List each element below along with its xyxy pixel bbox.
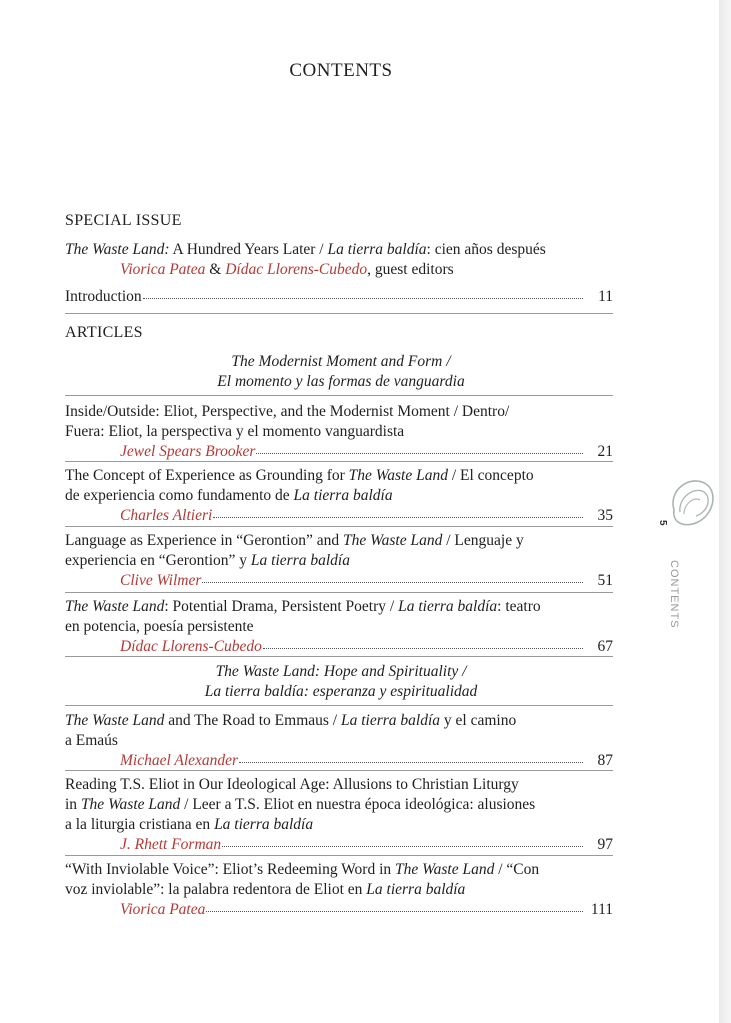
title-italic: La tierra baldía [366, 881, 466, 898]
dot-leader [202, 582, 583, 583]
author-line [120, 571, 613, 591]
title-text: y el camino [440, 712, 517, 729]
article-title-line [65, 795, 613, 815]
editor-1: Viorica Patea [120, 261, 206, 278]
side-page-number: 5 [657, 520, 668, 526]
articles-heading: ARTICLES [65, 324, 143, 341]
divider [65, 770, 613, 771]
special-issue-title-en: The Waste Land: [65, 241, 170, 258]
section-title-modernist [0, 352, 682, 392]
title-italic: La tierra baldía [214, 816, 314, 833]
title-italic: La tierra baldía [398, 598, 498, 615]
introduction-label: Introduction [65, 288, 142, 305]
article-title-line [65, 711, 613, 731]
page-number: 21 [597, 443, 613, 460]
title-italic: La tierra baldía [340, 712, 441, 729]
page-number: 111 [590, 901, 613, 918]
page-number: 11 [598, 288, 613, 305]
guest-editors [120, 260, 613, 280]
page-number: 51 [597, 572, 613, 589]
title-text: : teatro [497, 598, 541, 615]
title-text: in [65, 796, 81, 813]
article-title-line [65, 466, 613, 486]
side-section-label: CONTENTS [668, 560, 680, 629]
title-text: and The Road to Emmaus / [164, 712, 341, 729]
special-issue-title-en-rest: A Hundred Years Later / [169, 241, 328, 258]
title-text: / El concepto [447, 467, 534, 484]
author-line [120, 835, 613, 855]
title-text: “With Inviolable Voice”: Eliot’s Redeeming Word in [65, 861, 396, 878]
article-title-line: Inside/Outside: Eliot, Perspective, and the Modernist Moment / Dentro/ [65, 403, 510, 420]
section-title-line: La tierra baldía: esperanza y espiritualidad [204, 683, 478, 700]
article-entry [65, 466, 613, 526]
article-title-line: Reading T.S. Eliot in Our Ideological Age: Allusions to Christian Liturgy [65, 776, 519, 793]
title-text: de experiencia como fundamento de [65, 487, 294, 504]
article-author: Viorica Patea [120, 901, 206, 918]
title-text: voz inviolable”: la palabra redentora de Eliot en [65, 881, 367, 898]
dot-leader [143, 298, 583, 299]
page-title: CONTENTS [289, 60, 393, 81]
article-entry [65, 531, 613, 591]
article-author: Jewel Spears Brooker [120, 443, 256, 460]
title-italic: The Waste Land [343, 532, 443, 549]
title-italic: The Waste Land [80, 796, 181, 813]
article-title-line: a Emaús [65, 732, 118, 749]
section-title-hope [0, 662, 682, 702]
dot-leader [206, 911, 583, 912]
article-entry [65, 402, 613, 462]
title-text: : Potential Drama, Persistent Poetry / [164, 598, 399, 615]
article-entry [65, 775, 613, 855]
article-author: Dídac Llorens-Cubedo [120, 638, 262, 655]
divider [65, 656, 613, 657]
author-line [120, 442, 613, 462]
article-author: J. Rhett Forman [120, 836, 222, 853]
title-italic: The Waste Land [395, 861, 495, 878]
divider [65, 592, 613, 593]
article-author: Michael Alexander [120, 752, 239, 769]
title-text: / Lenguaje y [442, 532, 524, 549]
page-number: 87 [597, 752, 613, 769]
article-title-line [65, 860, 613, 880]
editor-2: Dídac Llorens-Cubedo [225, 261, 368, 278]
special-issue-title-es: La tierra baldía [327, 241, 427, 258]
editors-suffix: , guest editors [367, 261, 454, 278]
article-title-line [65, 486, 613, 506]
dot-leader [239, 762, 583, 763]
title-italic: La tierra baldía [293, 487, 393, 504]
article-title-line [65, 531, 613, 551]
article-entry [65, 711, 613, 771]
title-text: Language as Experience in “Gerontion” and [65, 532, 344, 549]
article-author: Charles Altieri [120, 507, 213, 524]
section-title-line: El momento y las formas de vanguardia [217, 373, 465, 390]
title-italic: The Waste Land [65, 598, 165, 615]
introduction-entry [65, 288, 613, 306]
author-line [120, 751, 613, 771]
article-title-line [65, 597, 613, 617]
title-text: experiencia en “Gerontion” y [65, 552, 251, 569]
title-italic: The Waste Land [348, 467, 448, 484]
dot-leader [213, 517, 583, 518]
page-edge [719, 0, 731, 1023]
article-title-line [65, 815, 613, 835]
special-issue-title [65, 240, 613, 260]
divider [65, 705, 613, 706]
article-title-line [65, 551, 613, 571]
title-text: / Leer a T.S. Eliot en nuestra época ideológica: alusiones [180, 796, 536, 813]
title-italic: The Waste Land [65, 712, 165, 729]
dot-leader [222, 846, 583, 847]
divider [65, 395, 613, 396]
divider [65, 313, 613, 314]
article-title-line: en potencia, poesía persistente [65, 618, 254, 635]
article-title-line [65, 880, 613, 900]
divider [65, 461, 613, 462]
author-line [120, 637, 613, 657]
title-text: a la liturgia cristiana en [65, 816, 215, 833]
page-number: 67 [597, 638, 613, 655]
divider [65, 855, 613, 856]
title-text: The Concept of Experience as Grounding for [65, 467, 349, 484]
special-issue-heading: SPECIAL ISSUE [65, 212, 182, 229]
section-title-line: The Modernist Moment and Form / [231, 353, 451, 370]
article-author: Clive Wilmer [120, 572, 202, 589]
title-italic: La tierra baldía [250, 552, 350, 569]
divider [65, 526, 613, 527]
author-line [120, 900, 613, 920]
special-issue-entry [65, 240, 613, 280]
editor-amp: & [205, 261, 226, 278]
title-text: / “Con [494, 861, 540, 878]
dot-leader [256, 453, 583, 454]
page-number: 35 [597, 507, 613, 524]
article-entry [65, 860, 613, 920]
section-title-line: The Waste Land: Hope and Spirituality / [215, 663, 467, 680]
special-issue-title-es-rest: : cien años después [426, 241, 546, 258]
article-title-line: Fuera: Eliot, la perspectiva y el momento vanguardista [65, 423, 405, 440]
author-line [120, 506, 613, 526]
article-entry [65, 597, 613, 657]
page-number: 97 [597, 836, 613, 853]
dot-leader [263, 648, 583, 649]
